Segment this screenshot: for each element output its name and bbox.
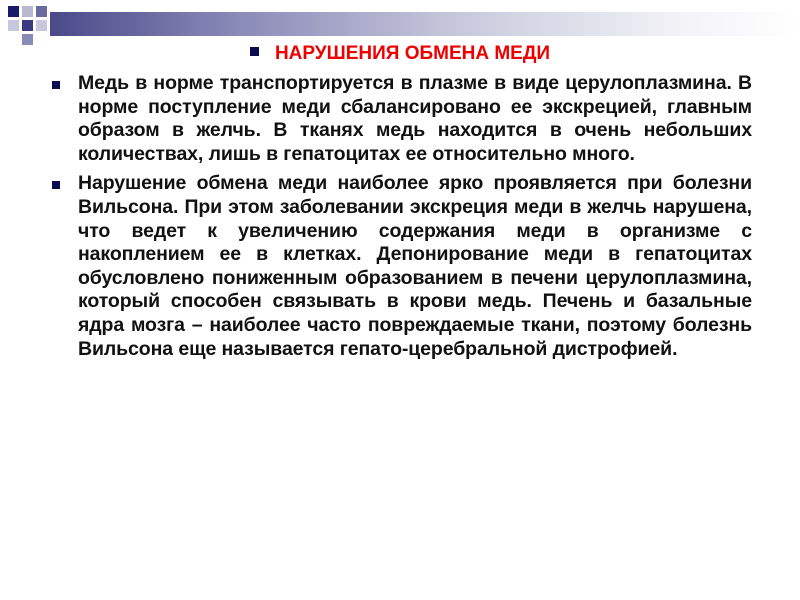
header-gradient-band [50,12,800,36]
square-bullet-icon [52,81,60,89]
deco-square-dark [22,20,33,31]
deco-square-light [8,20,19,31]
paragraph-item [48,72,752,166]
paragraph-text: Медь в норме транспортируется в плазме в виде церулоплазмина. В норме поступление меди сбалансировано ее экскрецией, главным образом в желчь. В тканях медь находится в очень небольших количествах, лишь в гепатоцитах ее относительно много. [78,72,752,165]
paragraph-item [48,172,752,361]
slide-title-text: НАРУШЕНИЯ ОБМЕНА МЕДИ [274,43,551,64]
slide-title [0,42,800,66]
deco-square-light [22,6,33,17]
title-bullet-icon [250,47,259,56]
deco-square-dark [8,6,19,17]
slide-content [48,72,752,367]
square-bullet-icon [52,181,60,189]
deco-square-light [36,20,47,31]
paragraph-text: Нарушение обмена меди наиболее ярко проявляется при болезни Вильсона. При этом заболевании экскреция меди в желчь нарушена, что ведет к увеличению содержания меди в организме с накоплением ее в клетках. Депонирование меди в гепатоцитах обусловлено пониженным образованием в печени церулоплазмина, который способен связывать в крови медь. Печень и базальные ядра мозга – наиболее часто повреждаемые ткани, поэтому болезнь Вильсона еще называется гепато-церебральной дистрофией. [78,172,752,360]
deco-square-mid [36,6,47,17]
